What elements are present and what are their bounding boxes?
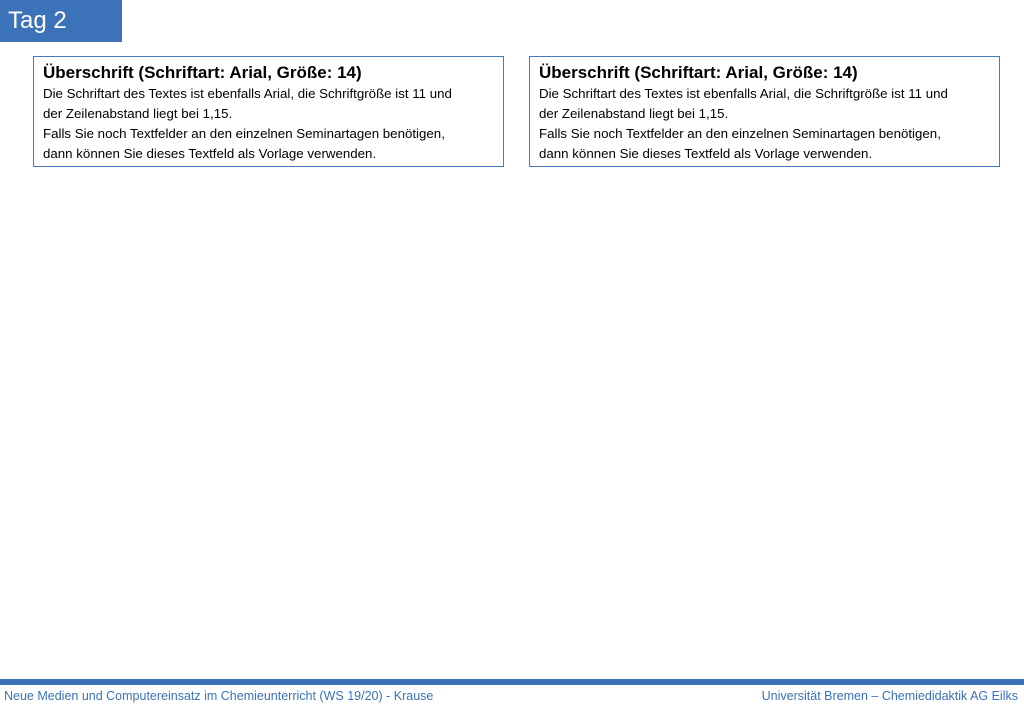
day-title-tab bbox=[0, 0, 122, 42]
textbox-body-line: der Zeilenabstand liegt bei 1,15. bbox=[43, 106, 233, 121]
textbox-body-line: dann können Sie dieses Textfeld als Vorlage verwenden. bbox=[539, 146, 873, 161]
textbox-body-line: Die Schriftart des Textes ist ebenfalls Arial, die Schriftgröße ist 11 und bbox=[539, 86, 948, 101]
footer-course-title: Neue Medien und Computereinsatz im Chemieunterricht (WS 19/20) - Krause bbox=[4, 689, 434, 703]
textbox-body-line: Die Schriftart des Textes ist ebenfalls Arial, die Schriftgröße ist 11 und bbox=[43, 86, 452, 101]
textbox-body-line: Falls Sie noch Textfelder an den einzelnen Seminartagen benötigen, bbox=[43, 126, 445, 141]
footer-institution: Universität Bremen – Chemiedidaktik AG Eilks bbox=[761, 689, 1018, 703]
template-textbox-left[interactable] bbox=[33, 56, 504, 167]
textbox-body-line: Falls Sie noch Textfelder an den einzelnen Seminartagen benötigen, bbox=[539, 126, 941, 141]
textbox-body-line: der Zeilenabstand liegt bei 1,15. bbox=[539, 106, 729, 121]
footer-divider-bar bbox=[0, 679, 1024, 685]
textbox-heading: Überschrift (Schriftart: Arial, Größe: 14) bbox=[43, 63, 362, 82]
day-title: Tag 2 bbox=[8, 7, 67, 34]
textbox-body-line: dann können Sie dieses Textfeld als Vorlage verwenden. bbox=[43, 146, 377, 161]
textbox-heading: Überschrift (Schriftart: Arial, Größe: 14) bbox=[539, 63, 858, 82]
template-textbox-right[interactable] bbox=[529, 56, 1000, 167]
